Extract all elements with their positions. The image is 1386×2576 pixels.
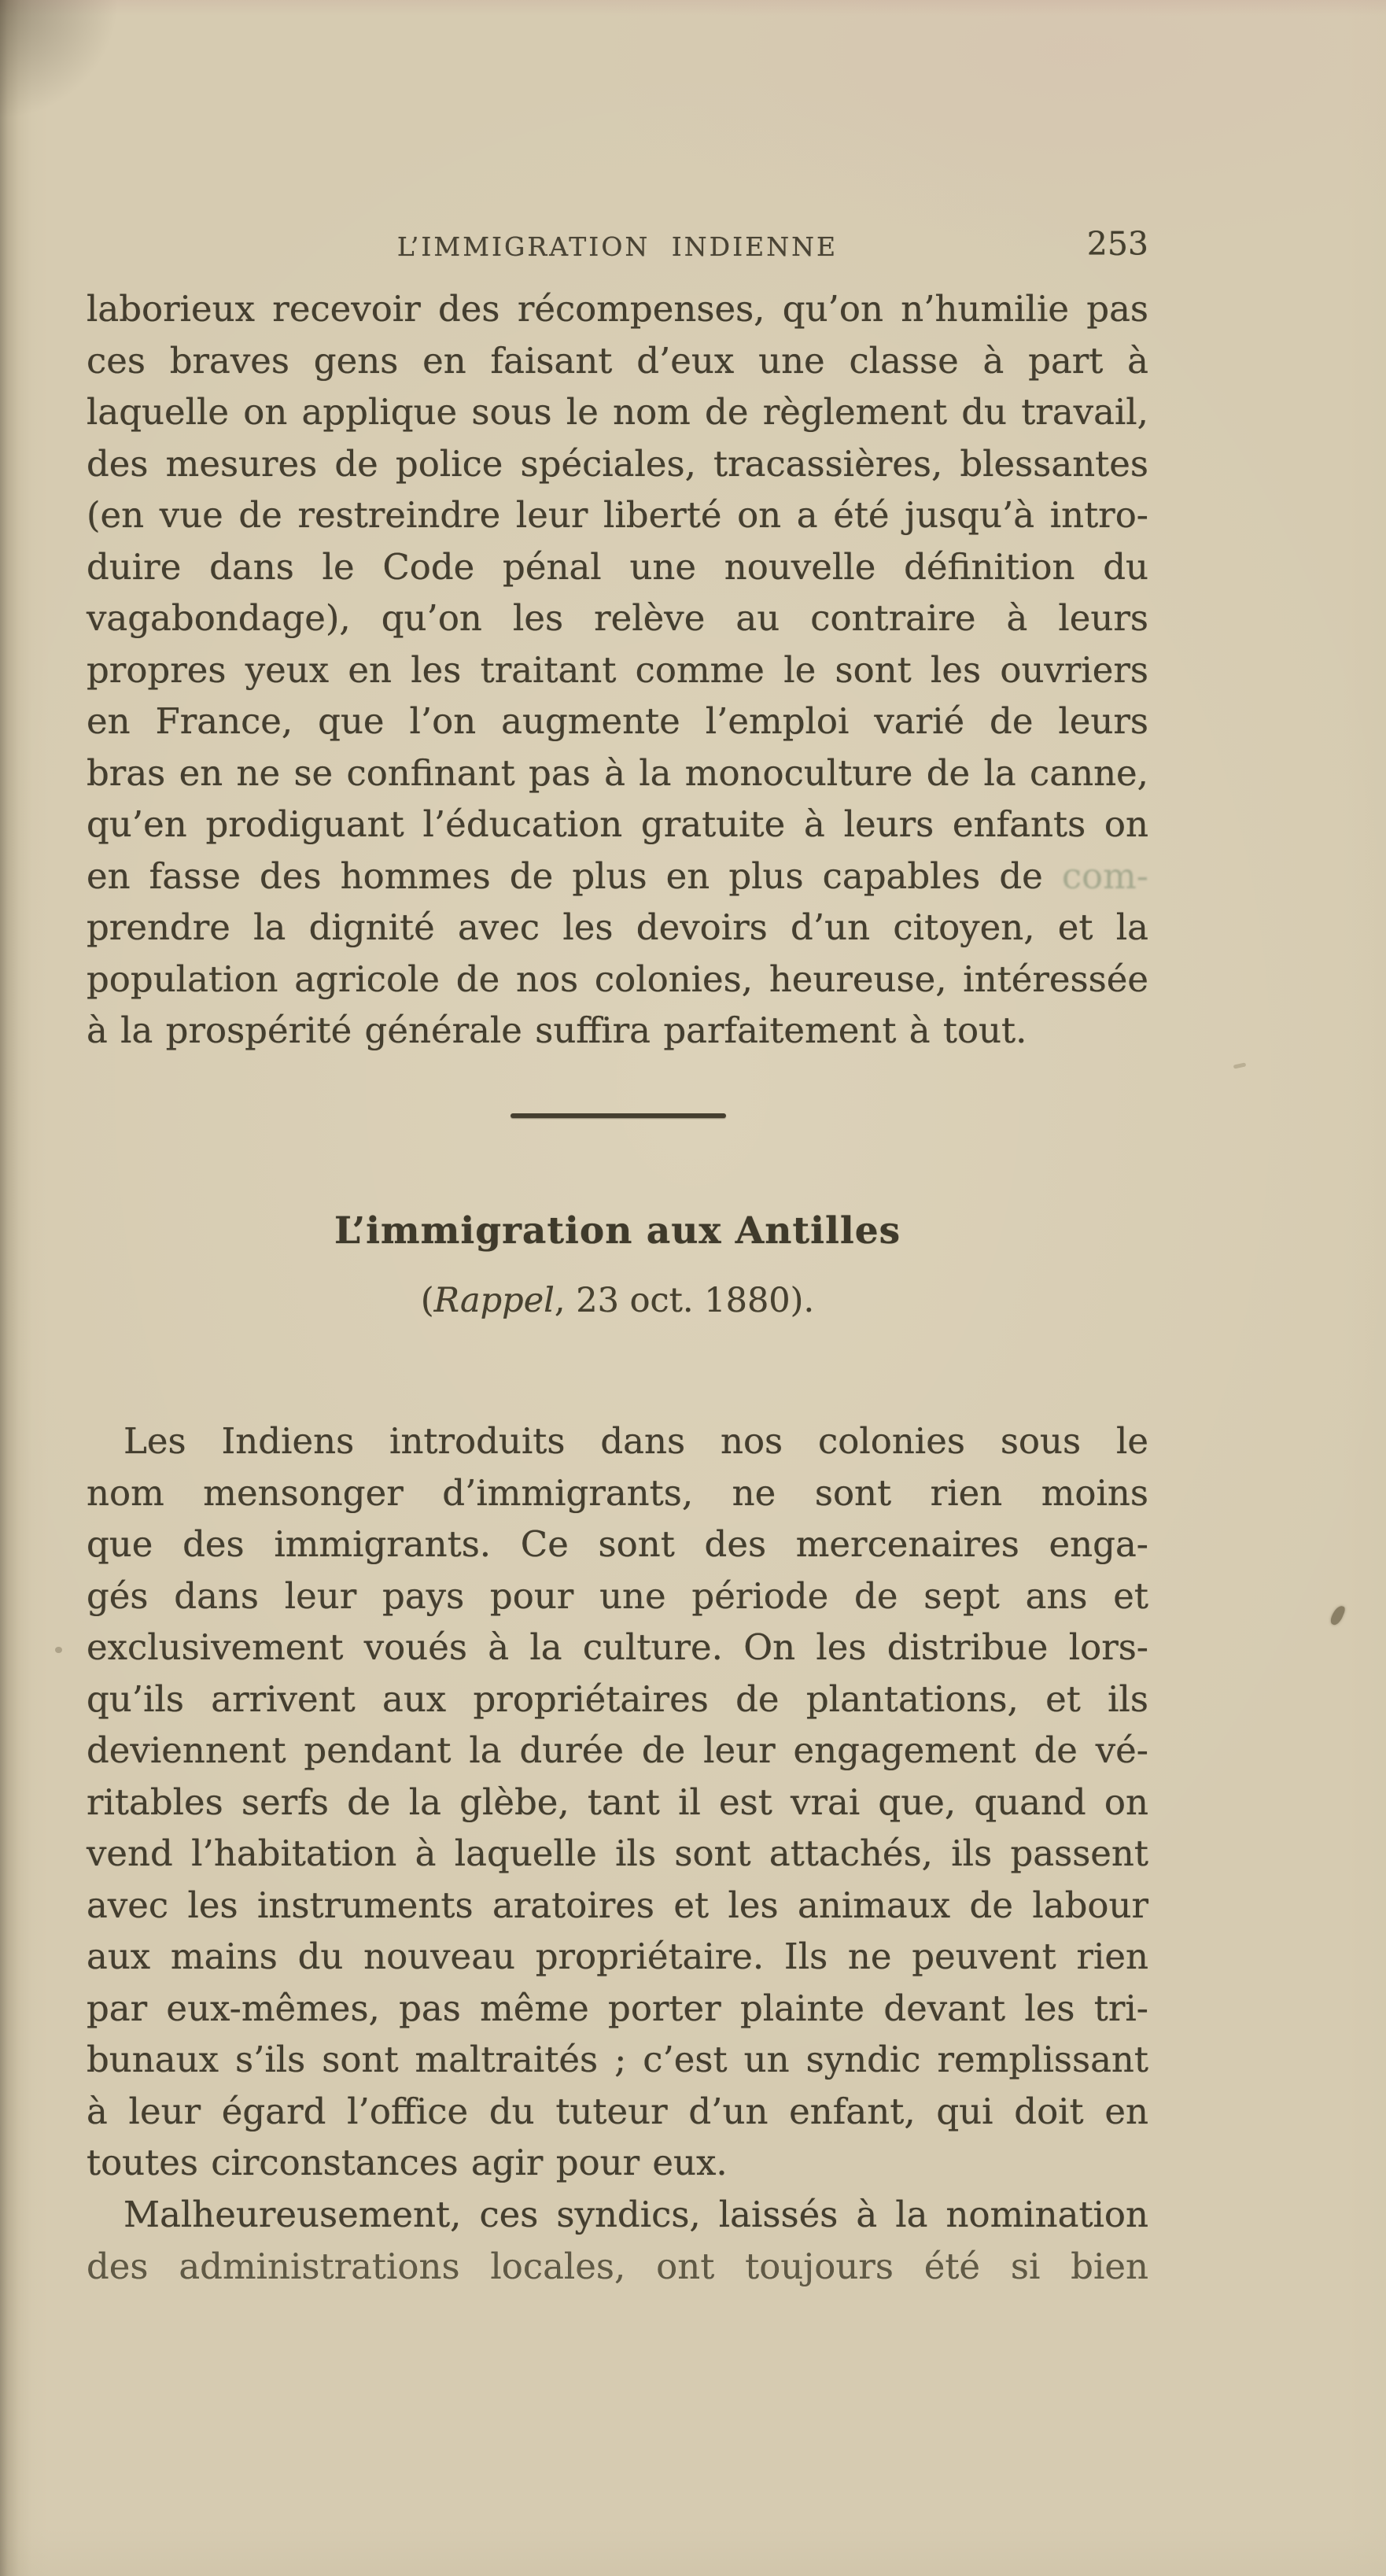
text-fragment: en fasse des hommes de plus en plus capables de [87, 854, 1062, 897]
source-journal-name: Rappel [433, 1281, 555, 1320]
section-heading: L’immigration aux Antilles [334, 1209, 901, 1253]
text-line: à la prospérité générale suffira parfaitement à tout. [87, 1009, 1027, 1051]
scan-speck [1233, 1062, 1247, 1068]
text-line: à leur égard l’office du tuteur d’un enfant, qui doit en [87, 2090, 1148, 2132]
text-line: qu’en prodiguant l’éducation gratuite à leurs enfants on [87, 803, 1148, 845]
text-line: gés dans leur pays pour une période de sept ans et [87, 1574, 1148, 1617]
text-line: vend l’habitation à laquelle ils sont attachés, ils passent [87, 1832, 1148, 1874]
text-line: (en vue de restreindre leur liberté on a été jusqu’à intro- [87, 494, 1148, 536]
text-line [87, 851, 1148, 902]
paragraph-les-indiens [87, 1415, 1148, 2189]
text-line: Malheureusement, ces syndics, laissés à la nomination [123, 2194, 1148, 2235]
text-line: exclusivement voués à la culture. On les distribue lors- [87, 1626, 1148, 1668]
running-header [87, 225, 1148, 264]
section-source-line [87, 1281, 1148, 1320]
text-line: ces braves gens en faisant d’eux une classe à part à [87, 339, 1148, 382]
scan-speck [1329, 1604, 1347, 1627]
text-line: en France, que l’on augmente l’emploi varié de leurs [87, 700, 1148, 742]
running-header-title: L’IMMIGRATION INDIENNE [396, 231, 839, 262]
paragraph-malheureusement [87, 2189, 1148, 2292]
text-line: aux mains du nouveau propriétaire. Ils ne peuvent rien [87, 1936, 1148, 1977]
source-prefix: ( [420, 1281, 434, 1320]
text-line: toutes circonstances agir pour eux. [87, 2142, 728, 2183]
text-line: que des immigrants. Ce sont des mercenaires enga- [87, 1523, 1148, 1565]
text-line: prendre la dignité avec les devoirs d’un citoyen, et la [87, 906, 1148, 948]
text-line: population agricole de nos colonies, heureuse, intéressée [87, 958, 1148, 1000]
text-line: Les Indiens introduits dans nos colonies sous le [123, 1420, 1148, 1462]
text-line: bunaux s’ils sont maltraités ; c’est un syndic remplissant [87, 2039, 1148, 2080]
text-line: qu’ils arrivent aux propriétaires de plantations, et ils [87, 1677, 1148, 1720]
faded-text-fragment: com- [1061, 854, 1148, 897]
scan-speck [55, 1647, 62, 1653]
text-line: des administrations locales, ont toujours été si bien [87, 2245, 1148, 2287]
text-line: nom mensonger d’immigrants, ne sont rien moins [87, 1471, 1148, 1514]
text-line: bras en ne se confinant pas à la monoculture de la canne, [87, 751, 1148, 794]
source-date: , 23 oct. 1880). [554, 1281, 815, 1320]
text-line: propres yeux en les traitant comme le sont les ouvriers [87, 648, 1148, 691]
text-line: deviennent pendant la durée de leur engagement de vé- [87, 1729, 1148, 1771]
text-line: des mesures de police spéciales, tracassières, blessantes [87, 442, 1148, 485]
text-line: laquelle on applique sous le nom de règlement du travail, [87, 391, 1148, 433]
text-line: laborieux recevoir des récompenses, qu’on n’humilie pas [87, 288, 1148, 330]
text-line: avec les instruments aratoires et les animaux de labour [87, 1884, 1148, 1926]
text-line: duire dans le Code pénal une nouvelle définition du [87, 545, 1148, 588]
text-line: par eux-mêmes, pas même porter plainte devant les tri- [87, 1987, 1148, 2029]
paragraph-immigration-indienne [87, 283, 1148, 1057]
section-divider-rule [511, 1113, 726, 1118]
text-line: ritables serfs de la glèbe, tant il est vrai que, quand on [87, 1781, 1148, 1823]
text-line: vagabondage), qu’on les relève au contraire à leurs [87, 597, 1148, 639]
page-number: 253 [1086, 225, 1148, 263]
